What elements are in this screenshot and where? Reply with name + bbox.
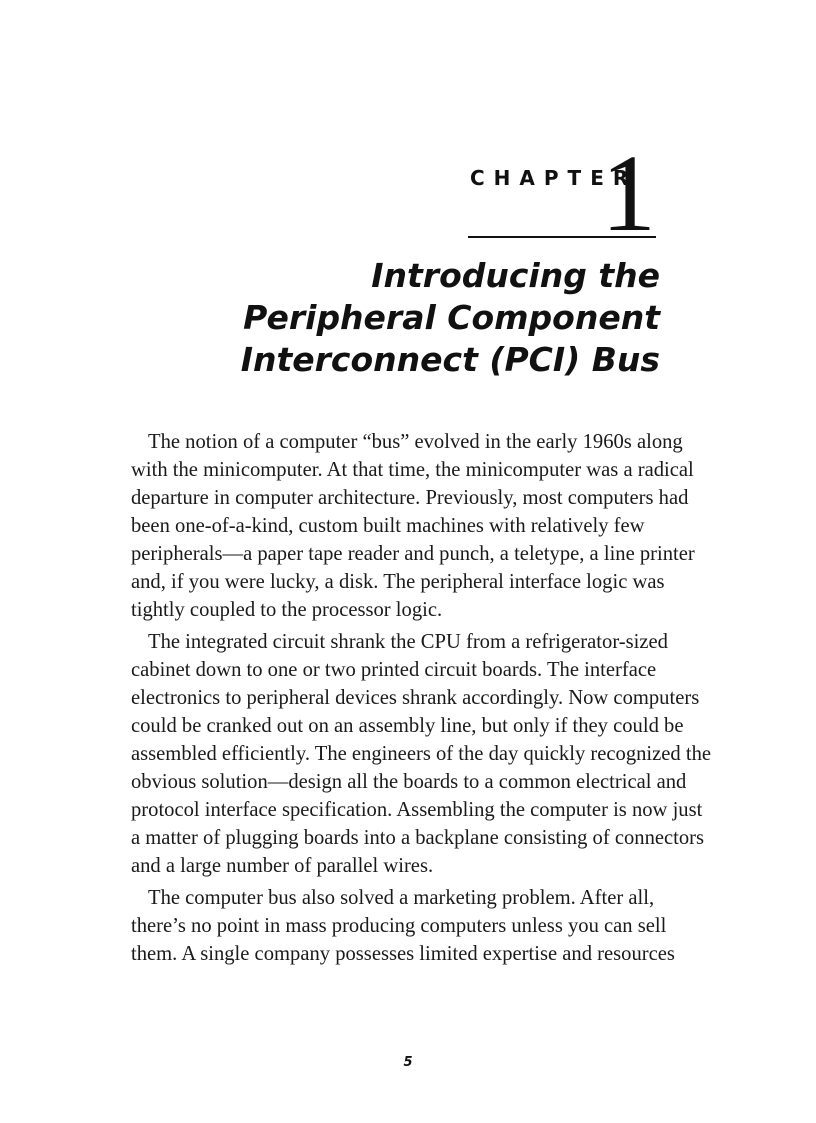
text-line: The integrated circuit shrank the CPU from a refrigerator-sized bbox=[148, 631, 668, 653]
text-line: been one-of-a-kind, custom built machines with relatively few bbox=[131, 515, 645, 537]
text-line: tightly coupled to the processor logic. bbox=[131, 599, 443, 621]
page-number: 5 bbox=[403, 1055, 413, 1070]
text-line: The notion of a computer “bus” evolved in the early 1960s along bbox=[148, 431, 683, 453]
text-line: peripherals—a paper tape reader and punch, a teletype, a line printer bbox=[131, 543, 695, 565]
chapter-number: 1 bbox=[601, 132, 656, 254]
body-text bbox=[131, 428, 712, 972]
text-line: obvious solution—design all the boards to a common electrical and bbox=[131, 771, 687, 793]
chapter-title-line: Introducing the bbox=[371, 256, 660, 295]
chapter-title bbox=[180, 255, 660, 381]
paragraph-2 bbox=[131, 628, 712, 880]
text-line: departure in computer architecture. Previously, most computers had bbox=[131, 487, 689, 509]
paragraph-1 bbox=[131, 428, 695, 624]
text-line: The computer bus also solved a marketing problem. After all, bbox=[148, 887, 655, 909]
chapter-rule bbox=[468, 236, 656, 238]
paragraph-3 bbox=[131, 884, 675, 968]
text-line: electronics to peripheral devices shrank accordingly. Now computers bbox=[131, 687, 700, 709]
text-line: and a large number of parallel wires. bbox=[131, 855, 434, 877]
text-line: protocol interface specification. Assembling the computer is now just bbox=[131, 799, 703, 821]
chapter-title-line: Peripheral Component bbox=[243, 298, 660, 337]
text-line: assembled efficiently. The engineers of the day quickly recognized the bbox=[131, 743, 712, 765]
text-line: a matter of plugging boards into a backplane consisting of connectors bbox=[131, 827, 705, 849]
text-line: could be cranked out on an assembly line, but only if they could be bbox=[131, 715, 684, 737]
text-line: cabinet down to one or two printed circuit boards. The interface bbox=[131, 659, 657, 681]
text-line: there’s no point in mass producing computers unless you can sell bbox=[131, 915, 667, 937]
text-line: and, if you were lucky, a disk. The peripheral interface logic was bbox=[131, 571, 665, 593]
text-line: them. A single company possesses limited expertise and resources bbox=[131, 943, 675, 965]
text-line: with the minicomputer. At that time, the minicomputer was a radical bbox=[131, 459, 694, 481]
chapter-title-line: Interconnect (PCI) Bus bbox=[240, 340, 660, 379]
chapter-label: CHAPTER bbox=[470, 166, 638, 190]
